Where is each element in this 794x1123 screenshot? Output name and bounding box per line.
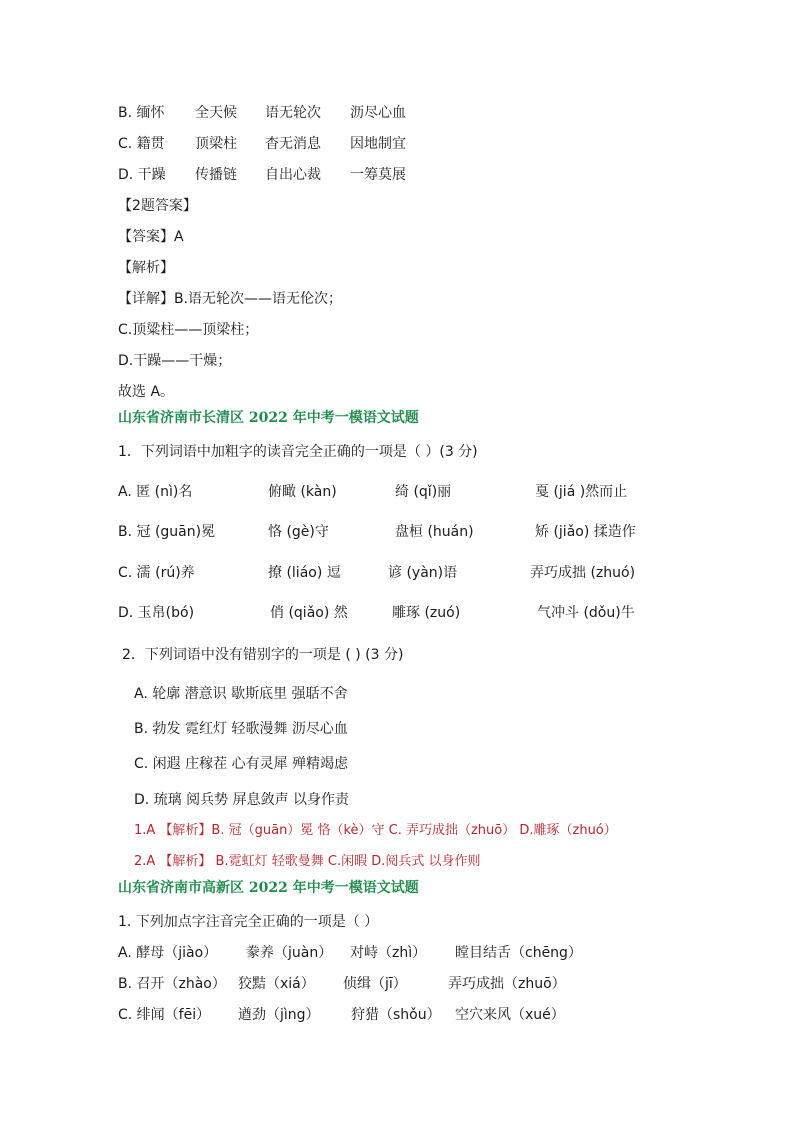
- question-1: 1. 下列加点字注音完全正确的一项是（ ）: [118, 914, 379, 930]
- word: 盘桓 (huán): [395, 524, 474, 540]
- q2-option: C. 闲遐 庄稼茬 心有灵犀 殚精竭虑: [134, 756, 349, 772]
- q2-answer-header: 【2题答案】: [118, 198, 197, 214]
- word: A. 匿 (nì)名: [118, 484, 193, 500]
- word: B. 缅怀: [118, 105, 165, 121]
- word: C. 濡 (rú)养: [118, 565, 195, 581]
- word: 对峙（zhì）: [350, 945, 427, 961]
- detail-line: C.顶粱柱——顶梁柱；: [118, 322, 259, 338]
- word: A. 酵母（jiào）: [118, 945, 218, 961]
- section-title: 山东省济南市高新区 2022 年中考一模语文试题: [118, 880, 419, 896]
- analysis-label: 【解析】: [118, 260, 174, 276]
- word: 谚 (yàn)语: [388, 565, 458, 581]
- detail-line: D.干躁——干燥；: [118, 353, 232, 369]
- question-2: 2．下列词语中没有错别字的一项是 ( ) (3 分): [122, 647, 404, 663]
- word: 矫 (jiǎo) 揉造作: [535, 524, 636, 540]
- word: 因地制宜: [350, 136, 406, 152]
- word: 俏 (qiǎo) 然: [270, 605, 348, 621]
- q2-option: D. 琉璃 阅兵势 屏息敛声 以身作责: [134, 792, 350, 808]
- word: 传播链: [195, 167, 237, 183]
- word: 俯瞰 (kàn): [268, 484, 337, 500]
- word: B. 召开（zhào）: [118, 976, 226, 992]
- word: 顶梁柱: [195, 136, 237, 152]
- q2-option: B. 勃发 霓红灯 轻歌漫舞 沥尽心血: [134, 721, 348, 737]
- word: 语无轮次: [265, 105, 321, 121]
- word: 弄巧成拙 (zhuó): [530, 565, 636, 581]
- word: 恪 (gè)守: [268, 524, 329, 540]
- word: 空穴来风（xué）: [455, 1007, 565, 1023]
- word: 沥尽心血: [350, 105, 406, 121]
- word: 全天候: [195, 105, 237, 121]
- conclusion-line: 故选 A。: [118, 384, 175, 400]
- word: 绮 (qǐ)丽: [395, 484, 452, 500]
- word: 撩 (liáo) 逗: [268, 565, 341, 581]
- answer-analysis-1: 1.A 【解析】B. 冠（guān）冕 恪（kè）守 C. 弄巧成拙（zhuō） D.雕琢（zhuó）: [134, 823, 617, 838]
- word: 狩猎（shǒu）: [351, 1007, 441, 1023]
- word: 一筹莫展: [350, 167, 406, 183]
- word: 狡黠（xiá）: [238, 976, 315, 992]
- word: B. 冠 (guān)冕: [118, 524, 216, 540]
- word: 雕琢 (zuó): [392, 605, 461, 621]
- answer-line: 【答案】A: [118, 229, 184, 245]
- word: D. 玉帛(bó): [118, 605, 195, 621]
- word: D. 干躁: [118, 167, 166, 183]
- word: 豢养（juàn）: [246, 945, 333, 961]
- question-1: 1．下列词语中加粗字的读音完全正确的一项是（ ）(3 分): [118, 444, 478, 460]
- section-title: 山东省济南市长清区 2022 年中考一模语文试题: [118, 410, 419, 426]
- word: 戛 (jiá )然而止: [535, 484, 628, 500]
- detail-line: 【详解】B.语无轮次——语无伦次；: [118, 291, 343, 307]
- word: 自出心裁: [265, 167, 321, 183]
- word: 弄巧成拙（zhuō）: [448, 976, 566, 992]
- word: 杳无消息: [265, 136, 321, 152]
- word: 气冲斗 (dǒu)牛: [537, 605, 635, 621]
- answer-analysis-2: 2.A 【解析】 B.霓虹灯 轻歌曼舞 C.闲暇 D.阅兵式 以身作则: [134, 854, 481, 869]
- word: 瞠目结舌（chēng）: [455, 945, 582, 961]
- q2-option: A. 轮廓 潜意识 歇斯底里 强聒不舍: [134, 686, 348, 702]
- word: 侦缉（jī）: [343, 976, 407, 992]
- word: C. 籍贯: [118, 136, 165, 152]
- word: 遒劲（jìng）: [238, 1007, 320, 1023]
- word: C. 绯闻（fēi）: [118, 1007, 211, 1023]
